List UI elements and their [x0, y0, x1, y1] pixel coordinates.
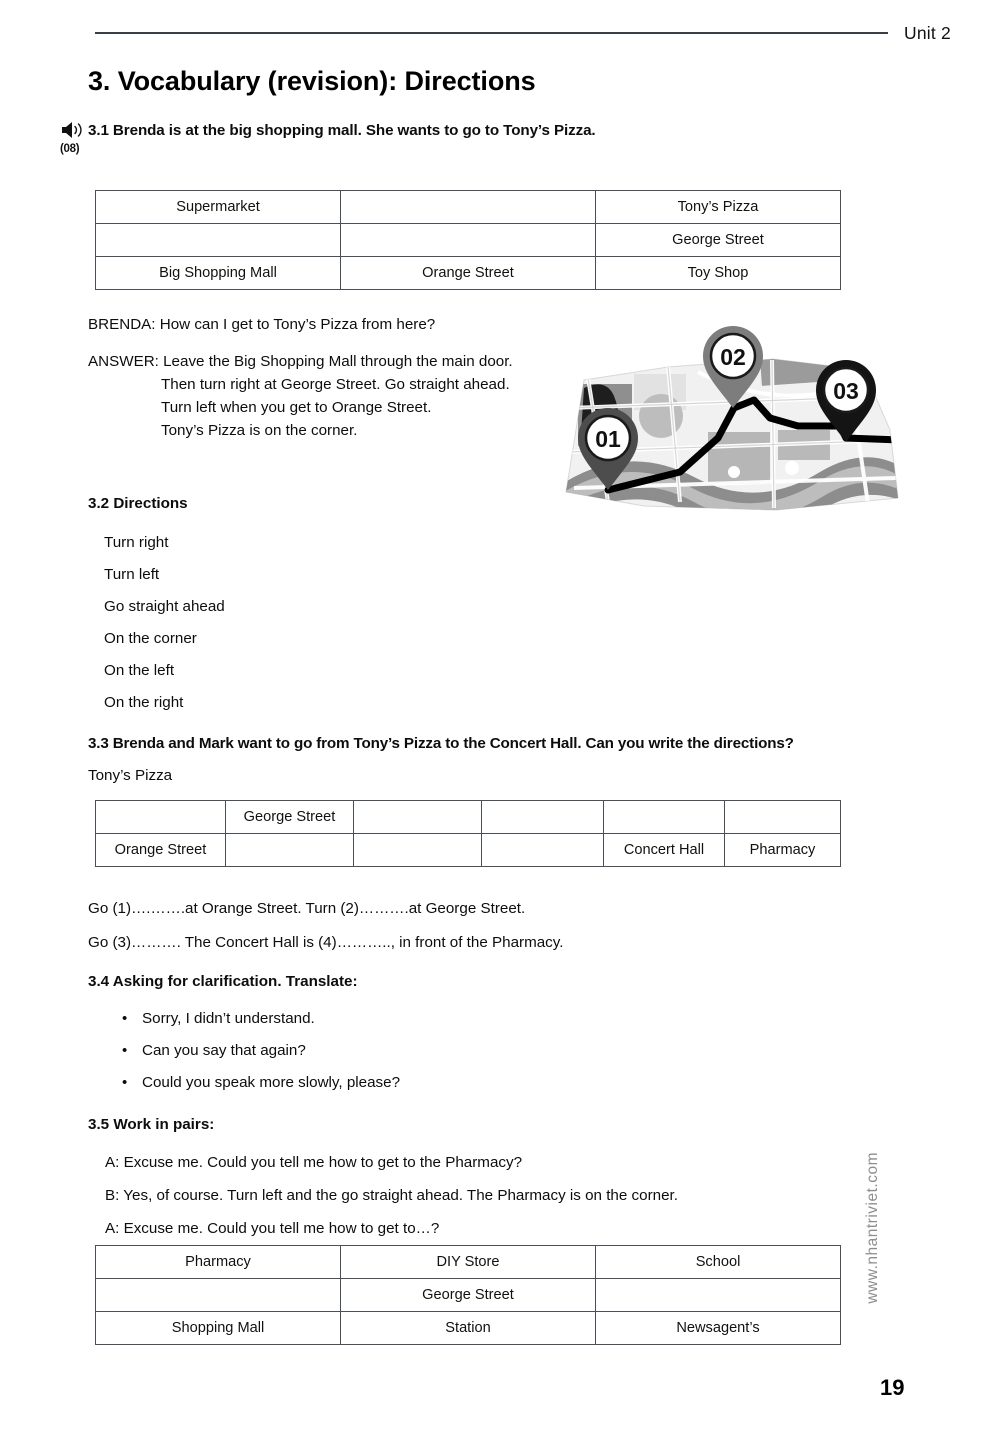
dialogue-answer-4: Tony’s Pizza is on the corner. — [161, 422, 358, 439]
table-row — [96, 224, 841, 257]
section-3-3-heading: 3.3 Brenda and Mark want to go from Tony’s Pizza to the Concert Hall. Can you write the directions? — [88, 735, 794, 752]
table-row — [96, 257, 841, 290]
list-item: On the right — [104, 694, 184, 711]
fill-in-the-blank-lines — [88, 892, 563, 960]
table-cell — [96, 801, 226, 834]
table-row — [96, 1312, 841, 1345]
table-cell: Supermarket — [96, 191, 341, 224]
table-row — [96, 801, 841, 834]
table-cell — [482, 834, 604, 867]
map-pin-01-label: 01 — [595, 426, 621, 452]
table-cell: Pharmacy — [725, 834, 841, 867]
map-graphic — [548, 312, 913, 522]
list-item: Turn right — [104, 534, 169, 551]
dialogue-answer-3: Turn left when you get to Orange Street. — [161, 399, 432, 416]
table-row — [96, 191, 841, 224]
table-cell: Tony’s Pizza — [596, 191, 841, 224]
list-item: On the corner — [104, 630, 197, 647]
pair-line-a2: A: Excuse me. Could you tell me how to get to…? — [105, 1220, 440, 1237]
table-cell — [354, 834, 482, 867]
map-illustration — [548, 312, 913, 522]
list-item: Turn left — [104, 566, 160, 583]
table-cell: DIY Store — [341, 1246, 596, 1279]
table-cell — [226, 834, 354, 867]
header-rule — [95, 32, 888, 34]
table-cell — [725, 801, 841, 834]
list-item: • Could you speak more slowly, please? — [122, 1067, 400, 1099]
pair-work-dialogue — [105, 1146, 678, 1245]
list-item: • Can you say that again? — [122, 1035, 400, 1067]
dialogue-spacer — [88, 336, 558, 350]
section-3-1-heading: 3.1 Brenda is at the big shopping mall. She wants to go to Tony’s Pizza. — [88, 122, 596, 139]
table-cell — [354, 801, 482, 834]
table-cell — [596, 1279, 841, 1312]
table-cell: Concert Hall — [604, 834, 725, 867]
table-cell: Big Shopping Mall — [96, 257, 341, 290]
map-pin-02-label: 02 — [720, 344, 746, 370]
speaker-icon — [60, 121, 86, 139]
audio-track-number: (08) — [60, 143, 80, 155]
dialogue-brenda: BRENDA: How can I get to Tony’s Pizza from here? — [88, 316, 436, 333]
table-cell — [96, 224, 341, 257]
list-item: Go straight ahead — [104, 598, 225, 615]
table-cell — [96, 1279, 341, 1312]
section-3-3-start-label: Tony’s Pizza — [88, 767, 173, 784]
table-cell: Newsagent’s — [596, 1312, 841, 1345]
table-cell — [604, 801, 725, 834]
table-row — [96, 1279, 841, 1312]
section-3-4-heading: 3.4 Asking for clarification. Translate: — [88, 973, 358, 990]
table-cell: Station — [341, 1312, 596, 1345]
list-item: On the left — [104, 662, 175, 679]
table-cell — [482, 801, 604, 834]
table-cell: Toy Shop — [596, 257, 841, 290]
dialogue-answer-1: ANSWER: Leave the Big Shopping Mall through the main door. — [88, 353, 513, 370]
fill-line-2: Go (3)………. The Concert Hall is (4)……….., in front of the Pharmacy. — [88, 934, 564, 951]
table-cell: Pharmacy — [96, 1246, 341, 1279]
page-header — [0, 18, 1000, 48]
page-number: 19 — [880, 1375, 905, 1400]
table-cell: Shopping Mall — [96, 1312, 341, 1345]
table-cell: Orange Street — [341, 257, 596, 290]
table-row — [96, 834, 841, 867]
table-cell: George Street — [226, 801, 354, 834]
table-cell: George Street — [341, 1279, 596, 1312]
section-3-2-heading: 3.2 Directions — [88, 495, 188, 512]
table-cell: Orange Street — [96, 834, 226, 867]
table-cell — [341, 224, 596, 257]
list-item: • Sorry, I didn’t understand. — [122, 1003, 400, 1035]
table-locations-3-1 — [95, 190, 841, 290]
directions-list — [104, 527, 225, 719]
pair-line-a1: A: Excuse me. Could you tell me how to get to the Pharmacy? — [105, 1154, 523, 1171]
table-cell: School — [596, 1246, 841, 1279]
site-watermark: www.nhantriviet.com — [864, 1152, 881, 1304]
fill-line-1: Go (1)….…….at Orange Street. Turn (2)……….at George Street. — [88, 900, 526, 917]
clarification-list — [122, 1003, 400, 1099]
table-row — [96, 1246, 841, 1279]
table-cell: George Street — [596, 224, 841, 257]
map-pin-03-label: 03 — [833, 378, 859, 404]
dialogue-answer-2: Then turn right at George Street. Go straight ahead. — [161, 376, 510, 393]
table-locations-3-3 — [95, 800, 841, 867]
dialogue-block — [88, 313, 558, 442]
section-3-5-heading: 3.5 Work in pairs: — [88, 1116, 215, 1133]
pair-line-b1: B: Yes, of course. Turn left and the go straight ahead. The Pharmacy is on the corner. — [105, 1187, 678, 1204]
table-locations-3-5 — [95, 1245, 841, 1345]
page-title: 3. Vocabulary (revision): Directions — [88, 66, 536, 96]
unit-label: Unit 2 — [904, 22, 951, 43]
table-cell — [341, 191, 596, 224]
